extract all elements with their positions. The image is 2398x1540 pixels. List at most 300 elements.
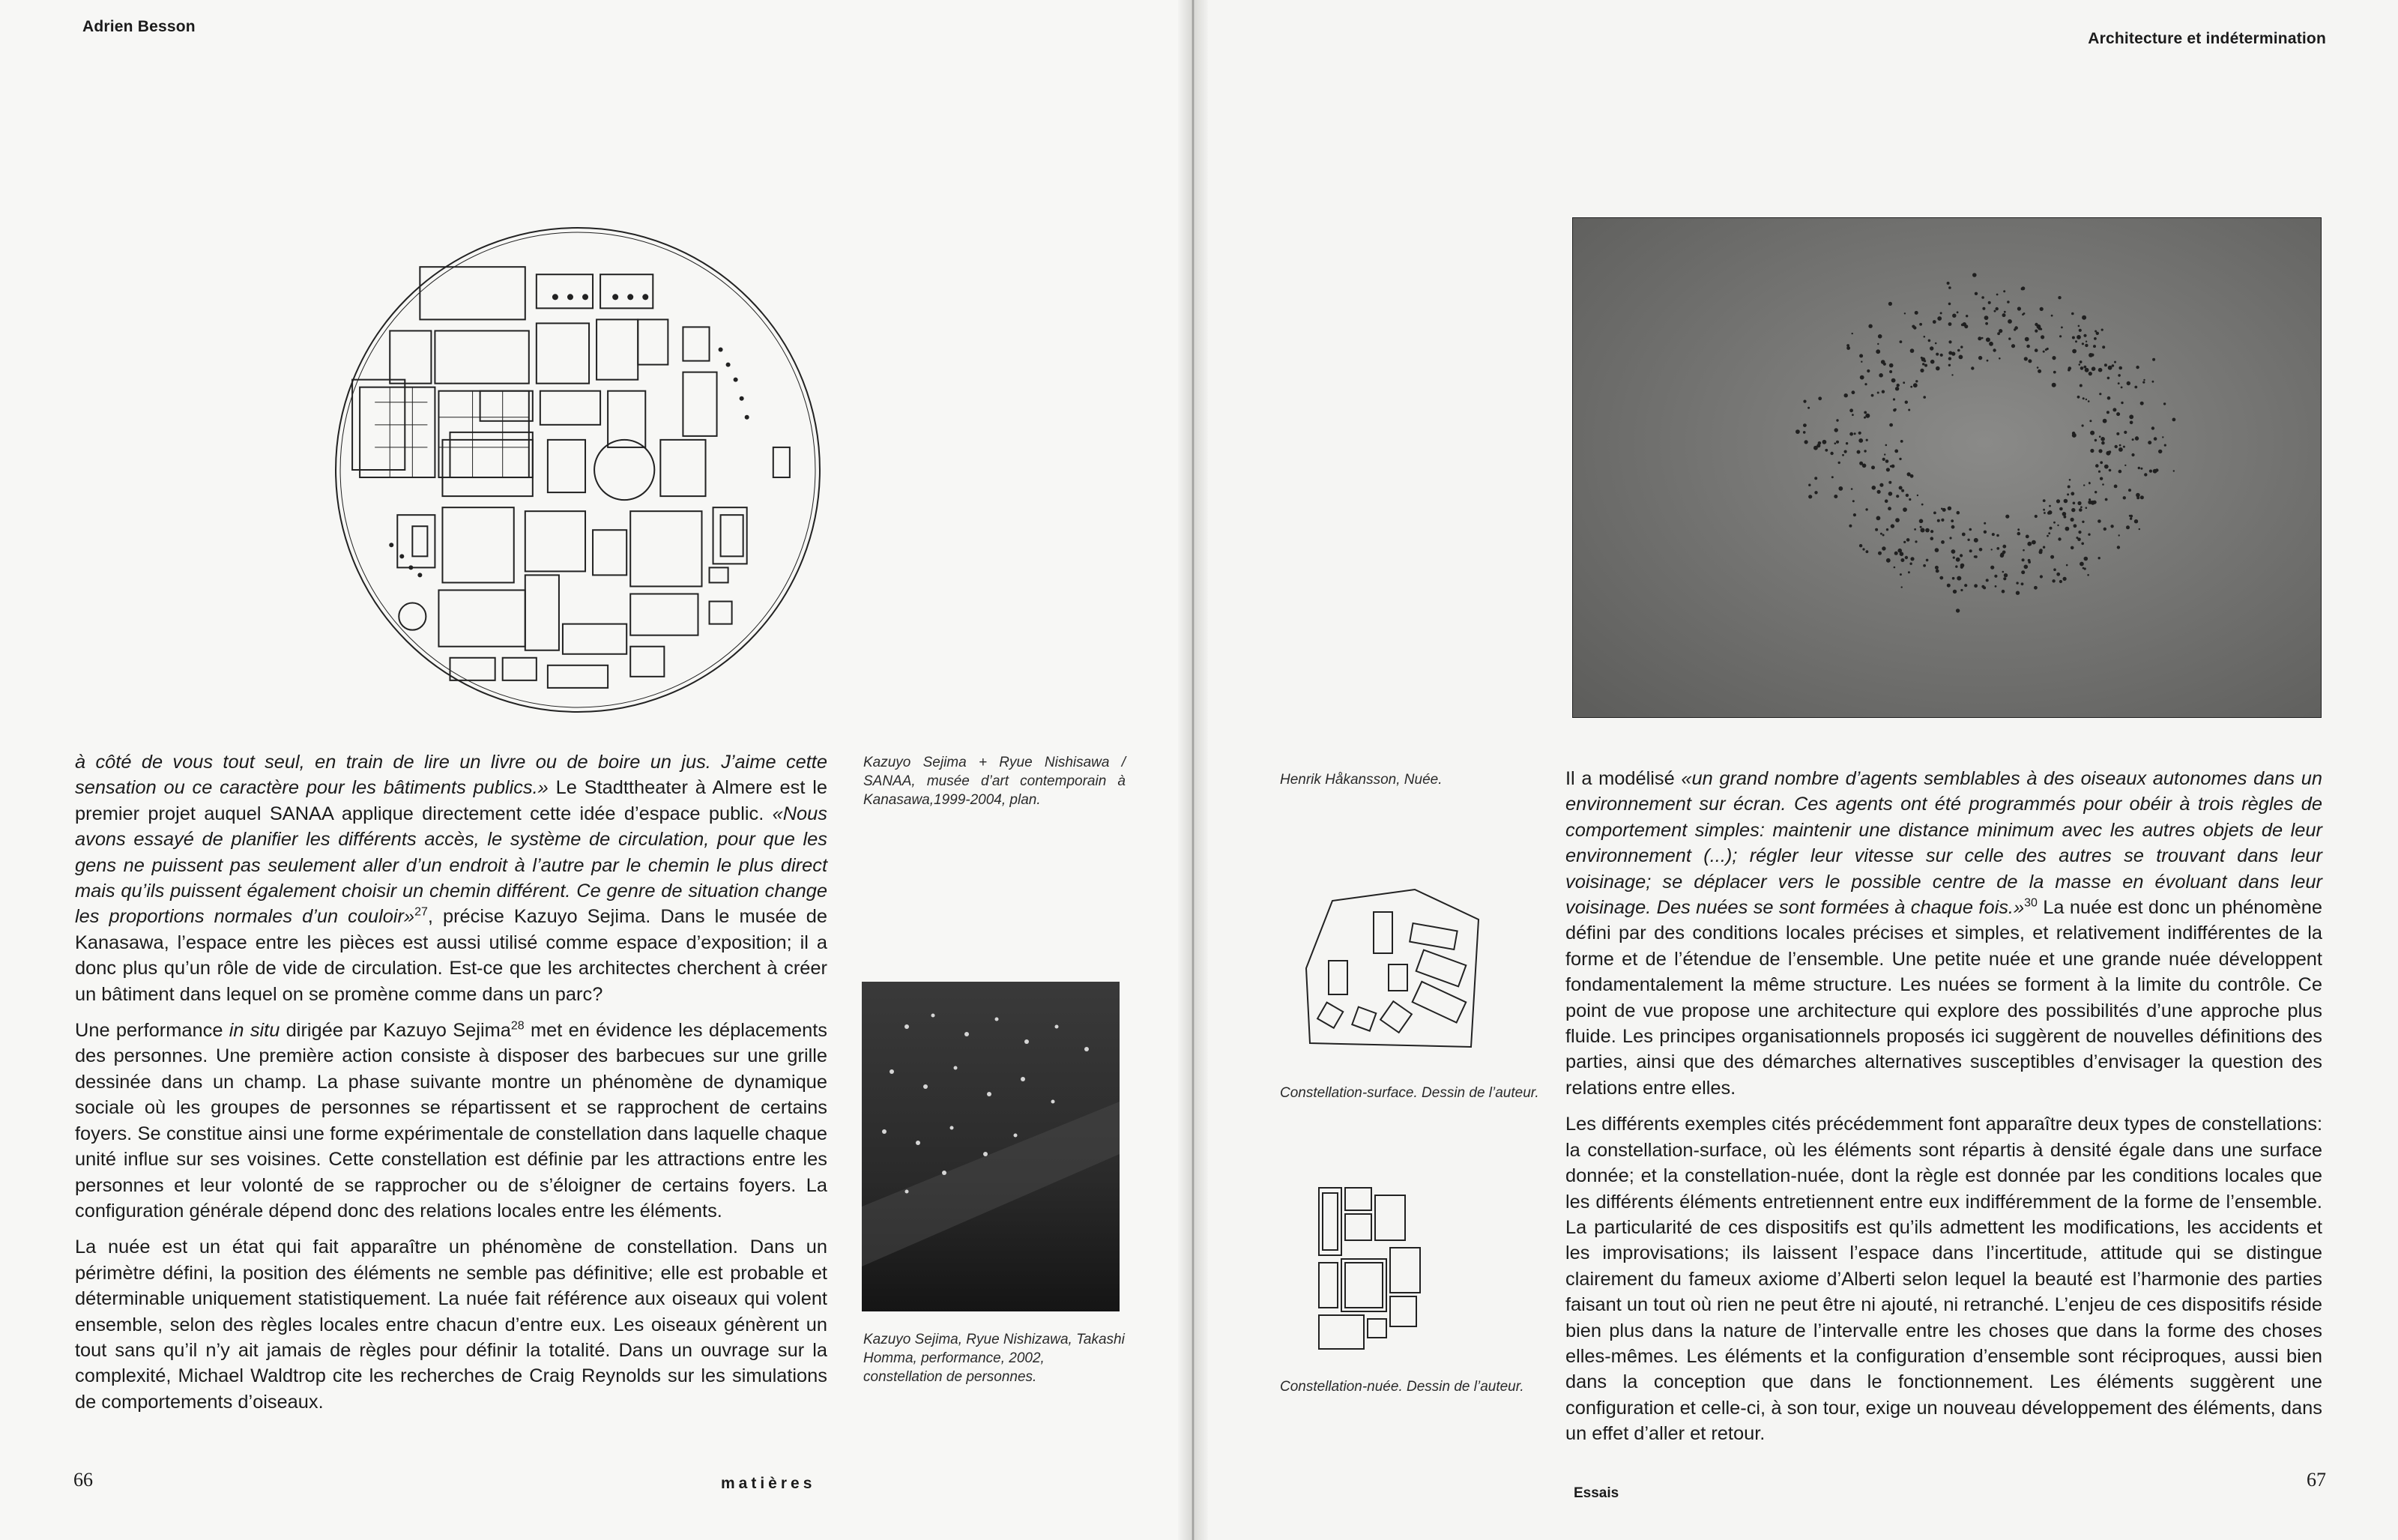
bird-dot <box>1922 363 1924 365</box>
bird-dot <box>2115 445 2118 448</box>
bird-dot <box>1910 386 1912 388</box>
bird-dot <box>2051 315 2053 317</box>
bird-dot <box>2028 559 2031 562</box>
bird-dot <box>2083 484 2085 486</box>
plan-drawing <box>330 222 826 718</box>
bird-dot <box>2109 469 2112 472</box>
bird-dot <box>1956 609 1960 612</box>
bird-dot <box>1966 315 1968 317</box>
bird-dot <box>1864 417 1866 419</box>
bird-dot <box>1900 340 1903 343</box>
bird-dot <box>2083 397 2085 399</box>
bird-dot <box>1868 324 1872 328</box>
bird-dot <box>1830 452 1833 455</box>
bird-dot <box>1990 566 1994 570</box>
bird-dot <box>2124 465 2126 466</box>
constellation-nuee-drawing <box>1311 1184 1461 1353</box>
bird-dot <box>1986 579 1989 582</box>
bird-dot <box>2095 439 2097 441</box>
bird-dot <box>1873 466 1875 468</box>
bird-dot <box>2043 351 2045 353</box>
bird-dot <box>1948 322 1952 326</box>
bird-dot <box>1907 472 1911 476</box>
bird-dot <box>2110 525 2113 528</box>
bird-dot <box>2102 345 2105 348</box>
bird-dot <box>1947 584 1951 588</box>
bird-dot <box>1854 432 1856 435</box>
bird-dot <box>1937 519 1940 522</box>
bird-dot <box>1853 513 1856 516</box>
bird-dot <box>2118 374 2121 377</box>
bird-dot <box>1936 366 1940 371</box>
bird-dot <box>2162 436 2163 438</box>
bird-dot <box>1936 353 1939 356</box>
bird-dot <box>1996 294 1999 296</box>
bird-dot <box>1838 486 1843 491</box>
bird-dot <box>1909 498 1911 501</box>
bird-dot <box>1891 524 1894 528</box>
bird-dot <box>2118 534 2120 536</box>
bird-dot <box>2127 381 2130 385</box>
bird-dot <box>1900 558 1904 562</box>
bird-dot <box>2138 467 2140 469</box>
bird-dot <box>1849 408 1853 412</box>
bird-dot <box>1867 369 1870 372</box>
bird-dot <box>2149 470 2152 473</box>
bird-dot <box>1900 573 1902 576</box>
bird-dot <box>2002 551 2006 555</box>
bird-dot <box>1949 537 1951 539</box>
right-paragraph-2: Les différents exemples cités précédemment font apparaître deux types de constellations: la constellation-surface, où les éléments sont répartis à densité égale dans une surface donnée; et la constellation-nuée, dont la règle est donnée par les conditions locales que les différents éléments entretiennent entre eux indifféremment de la forme de l’ensemble. La particularité de ces dispositifs est qu’ils admettent les modifications, les accidents et les improvisations; ils laissent l’espace dans l’incertitude, attitude qui se distingue clairement du fameux axiome d’Alberti selon lequel la beauté est l’harmonie des parties faisant un tout où rien ne peut être ni ajouté, ni retranché. L’enjeu de ces dispositifs réside bien plus dans la nature de l’intervalle entre les choses que dans la forme des choses elles-mêmes. Les éléments et la configuration d’ensemble sont réciproques, aussi bien dans la conception que dans le fonctionnement. Les éléments suggèrent une configuration et celle-ci, à son tour, exige un nouveau développement des éléments, dans un effet d’aller et retour. <box>1565 1114 2322 1445</box>
bird-dot <box>2140 402 2144 405</box>
bird-dot <box>2064 516 2067 519</box>
bird-dot <box>1900 440 1903 443</box>
bird-dot <box>1901 489 1904 492</box>
bird-dot <box>2140 468 2142 470</box>
bird-dot <box>1876 516 1881 521</box>
bird-dot <box>1895 387 1899 390</box>
bird-dot <box>2143 379 2145 381</box>
performance-description: met en évidence les déplacements des personnes. Une première action consiste à disposer des barbecues sur une grille dessinée dans un champ. La phase suivante montre un phénomène de dynamique sociale où les groupes de personnes se répartissent et se rapprochent de certains foyers. Se constitue ainsi une forme expérimentale de constellation dans laquelle chaque unité influe sur ses voisines. Cette constellation est définie par les attractions entre les personnes et leur volonté de se rapprocher ou de s’éloigner de certains foyers. La configuration générale dépend donc des relations locales entre les éléments. <box>75 1020 827 1222</box>
bird-dot <box>1964 584 1967 587</box>
performance-photo-image <box>862 982 1120 1311</box>
bird-dot <box>2003 577 2006 580</box>
bird-dot <box>2043 509 2045 511</box>
bird-dot <box>1952 577 1955 580</box>
bird-dot <box>1915 311 1918 315</box>
bird-dot <box>2107 377 2110 380</box>
bird-dot <box>1859 354 1863 357</box>
bird-dot <box>2089 353 2093 357</box>
bird-dot <box>1996 534 1999 537</box>
bird-dot <box>1877 490 1881 494</box>
bird-dot <box>2100 437 2105 441</box>
bird-dot <box>2021 582 2024 585</box>
bird-dot <box>1808 495 1812 498</box>
bird-dot <box>1957 511 1960 515</box>
bird-dot <box>1882 390 1885 393</box>
bird-dot <box>1974 538 1978 543</box>
bird-dot <box>1919 323 1922 326</box>
bird-dot <box>2098 519 2101 523</box>
page-number-right: 67 <box>2307 1469 2326 1491</box>
bird-dot <box>2048 510 2053 515</box>
bird-dot <box>1866 439 1868 441</box>
bird-dot <box>1894 450 1898 453</box>
bird-dot <box>2061 327 2063 329</box>
right-page <box>1192 0 2398 1540</box>
bird-dot <box>1962 533 1966 537</box>
bird-dot <box>2023 549 2025 552</box>
bird-dot <box>1985 322 1988 325</box>
bird-dot <box>1953 557 1955 559</box>
bird-dot <box>2016 591 2020 595</box>
bird-dot <box>2101 441 2105 445</box>
right-paragraph-1 <box>1565 766 2322 1101</box>
bird-dot <box>2117 546 2120 549</box>
bird-dot <box>1889 423 1893 427</box>
bird-dot <box>2077 396 2080 399</box>
bird-dot <box>1992 533 1995 536</box>
running-head-author: Adrien Besson <box>82 18 196 35</box>
bird-dot <box>2088 400 2090 402</box>
bird-dot <box>1988 301 1991 304</box>
bird-dot <box>2114 361 2116 363</box>
bird-dot <box>2002 571 2005 573</box>
bird-dot <box>2058 296 2061 299</box>
bird-dot <box>1891 378 1896 383</box>
bird-dot <box>1910 348 1915 353</box>
bird-dot <box>1948 286 1951 289</box>
bird-dot <box>1871 394 1874 397</box>
bird-dot <box>1947 282 1950 285</box>
bird-dot <box>1865 508 1867 510</box>
bird-dot <box>2082 342 2084 345</box>
bird-dot <box>1857 450 1861 454</box>
bird-dot <box>1924 336 1926 338</box>
bird-dot <box>2056 499 2060 503</box>
constellation-nuee-svg <box>1311 1184 1461 1353</box>
bird-dot <box>1906 494 1909 497</box>
bird-dot <box>2080 562 2084 567</box>
section-name: Essais <box>1574 1485 1619 1501</box>
bird-dot <box>1903 381 1905 384</box>
bird-dot <box>1862 548 1864 550</box>
bird-dot <box>2063 577 2067 581</box>
bird-dot <box>1807 407 1810 409</box>
bird-dot <box>2082 315 2086 320</box>
almere-sentence: Le Stadttheater à Almere est le premier projet auquel SANAA applique directement cette idée d’espace public. <box>75 777 827 824</box>
bird-dot <box>1889 370 1892 373</box>
bird-dot <box>2130 517 2132 519</box>
kanazawa-museum-plan <box>330 222 826 718</box>
bird-dot <box>2072 336 2075 339</box>
bird-dot <box>2052 356 2056 360</box>
bird-dot <box>2123 446 2125 448</box>
bird-dot <box>1967 539 1969 541</box>
bird-dot <box>1951 549 1956 554</box>
bird-dot <box>2106 411 2109 414</box>
bird-dot <box>2080 384 2083 387</box>
bird-dot <box>2027 542 2032 546</box>
bird-dot <box>1957 349 1960 352</box>
bird-dot <box>2096 332 2099 335</box>
bird-dot <box>1920 369 1924 372</box>
bird-dot <box>1969 549 1972 552</box>
bird-dot <box>1882 546 1885 550</box>
bird-dot <box>1883 363 1886 366</box>
bird-dot <box>1897 549 1902 553</box>
bird-dot <box>1865 414 1870 418</box>
bird-dot <box>2101 329 2103 331</box>
bird-dot <box>2158 450 2162 453</box>
bird-dot <box>2104 363 2107 366</box>
bird-dot <box>1923 564 1926 567</box>
bird-dot <box>2075 340 2077 342</box>
bird-dot <box>2028 359 2032 363</box>
left-paragraph-2 <box>75 1018 827 1224</box>
bird-dot <box>2090 431 2095 435</box>
bird-dot <box>2050 555 2054 559</box>
bird-dot <box>2118 366 2122 370</box>
bird-dot <box>1893 408 1896 411</box>
bird-dot <box>2114 485 2118 489</box>
kanasawa-sentence: , précise Kazuyo Sejima. Dans le musée de Kanasawa, l’espace entre les pièces est aussi utilisé comme espace d’exposition; il a donc plus qu’un rôle de vide de circulation. Est-ce que les architectes cherchent à créer un bâtiment dans lequel on se promène comme dans un parc? <box>75 906 827 1005</box>
bird-dot <box>1923 396 1926 399</box>
bird-dot <box>1864 411 1867 414</box>
bird-dot <box>2071 312 2074 315</box>
modelise-intro: Il a modélisé <box>1565 768 1682 789</box>
bird-dot <box>1991 549 1993 550</box>
footnote-27: 27 <box>414 905 428 919</box>
bird-dot <box>2035 330 2038 333</box>
bird-dot <box>2164 444 2166 447</box>
bird-dot <box>1915 380 1918 382</box>
bird-dot <box>1878 334 1882 339</box>
bird-dot <box>1859 544 1862 547</box>
bird-dot <box>1941 519 1944 522</box>
bird-dot <box>2043 499 2046 502</box>
bird-dot <box>1838 462 1840 464</box>
performance-caption: Kazuyo Sejima, Ryue Nishizawa, Takashi Homma, performance, 2002, constellation de personnes. <box>863 1332 1125 1385</box>
bird-dot <box>1983 586 1986 589</box>
bird-dot <box>2077 335 2081 339</box>
bird-dot <box>2053 522 2056 524</box>
bird-dot <box>1901 586 1903 588</box>
bird-dot <box>2072 349 2077 354</box>
bird-dot <box>1844 393 1848 397</box>
bird-dot <box>1913 383 1918 387</box>
bird-dot <box>1960 589 1963 591</box>
bird-dot <box>2135 436 2139 440</box>
bird-dot <box>2116 412 2120 416</box>
bird-dot <box>2071 508 2075 512</box>
bird-dot <box>1960 564 1965 568</box>
bird-dot <box>2056 573 2060 576</box>
bird-dot <box>1852 414 1854 416</box>
bird-dot <box>2151 426 2154 429</box>
bird-dot <box>1904 312 1906 314</box>
bird-dot <box>2153 469 2157 474</box>
nuee-caption: Henrik Håkansson, Nuée. <box>1280 772 1443 788</box>
reynolds-quote: «un grand nombre d’agents semblables à des oiseaux autonomes dans un environnement sur écran. Ces agents ont été programmés pour obéir à trois règles de comportement simples: maintenir une distance minimum avec les autres objets de leur environnement (...); régler leur vitesse sur celle des autres se trouvant dans leur voisinage; se déplacer vers le possible centre de la masse en évoluant dans leur voisinage. Des nuées se sont formées à chaque fois.» <box>1565 768 2322 919</box>
bird-dot <box>2007 301 2010 304</box>
bird-dot <box>2038 369 2041 373</box>
bird-dot <box>1877 392 1879 394</box>
bird-dot <box>1852 333 1853 334</box>
bird-dot <box>1926 559 1929 562</box>
bird-dot <box>1909 563 1912 565</box>
bird-dot <box>1969 528 1972 531</box>
bird-dot <box>1940 312 1942 314</box>
bird-dot <box>2004 573 2008 577</box>
bird-dot <box>2062 512 2067 516</box>
bird-dot <box>2088 501 2092 504</box>
bird-dot <box>2118 470 2122 474</box>
bird-dot <box>1972 273 1977 277</box>
left-paragraph-3: La nuée est un état qui fait apparaître un phénomène de constellation. Dans un périmètre défini, la position des éléments ne semble pas définitive; elle est probable et déterminable uniquement statistiquement. La nuée fait référence aux oiseaux qui volent ensemble, selon des règles locales entre chacun d’entre eux. Les oiseaux génèrent un tout sans qu’il n’y ait jamais de règles pour définir la totalité. Dans un ouvrage sur la complexité, Michael Waldtrop cite les recherches de Craig Reynolds sur les simulations de comportements d’oiseaux. <box>75 1236 827 1413</box>
bird-dot <box>2002 545 2006 549</box>
bird-dot <box>2078 325 2080 327</box>
bird-dot <box>2100 477 2103 480</box>
bird-dot <box>2095 464 2099 468</box>
bird-dot <box>2128 489 2131 492</box>
bird-dot <box>1862 464 1867 468</box>
bird-dot <box>2089 482 2090 483</box>
constellation-surface-svg <box>1302 886 1482 1051</box>
bird-dot <box>2017 532 2021 536</box>
bird-dot <box>1960 345 1963 348</box>
bird-dot <box>1948 303 1951 306</box>
bird-dot <box>2024 565 2029 570</box>
bird-dot <box>1836 441 1839 444</box>
bird-dot <box>2021 286 2025 290</box>
bird-dot <box>2103 419 2107 423</box>
bird-dot <box>2014 328 2016 330</box>
bird-dot <box>1948 364 1951 366</box>
bird-dot <box>2053 371 2056 374</box>
bird-dot <box>2039 549 2043 552</box>
bird-dot <box>2034 586 2038 590</box>
bird-dot <box>2152 358 2155 361</box>
bird-dot <box>2083 334 2086 337</box>
bird-dot <box>2011 344 2015 348</box>
bird-dot <box>1849 525 1852 528</box>
bird-dot <box>2071 546 2074 550</box>
bird-dot <box>2059 335 2062 337</box>
bird-dot <box>1984 315 1989 320</box>
bird-dot <box>1818 441 1822 445</box>
bird-dot <box>2072 433 2077 438</box>
bird-dot <box>1914 528 1916 531</box>
bird-dot <box>1895 518 1900 522</box>
right-body-text <box>1565 766 2322 1458</box>
bird-dot <box>1935 548 1939 552</box>
bird-dot <box>2022 313 2024 315</box>
bird-dot <box>2040 575 2043 578</box>
bird-dot <box>1842 454 1844 456</box>
bird-dot <box>1831 476 1834 478</box>
journal-name: matières <box>721 1475 816 1492</box>
bird-dot <box>1921 504 1924 506</box>
bird-dot <box>1894 552 1898 555</box>
bird-dot <box>1896 495 1899 498</box>
bird-dot <box>1888 481 1891 484</box>
bird-dot <box>1803 423 1807 427</box>
bird-dot <box>1803 431 1806 434</box>
bird-dot <box>2052 579 2055 582</box>
bird-dot <box>2119 444 2121 447</box>
bird-dot <box>2053 568 2056 571</box>
bird-dot <box>1897 384 1900 387</box>
bird-dot <box>1999 357 2001 360</box>
bird-dot <box>2093 345 2096 348</box>
bird-dot <box>2129 414 2133 419</box>
bird-dot <box>1818 396 1822 400</box>
bird-dot <box>2098 449 2102 453</box>
bird-dot <box>2080 506 2083 508</box>
bird-dot <box>1858 438 1863 443</box>
nuee-photo-image <box>1572 217 2322 718</box>
bird-dot <box>1960 554 1963 557</box>
bird-dot <box>2148 441 2151 444</box>
bird-dot <box>2086 399 2087 400</box>
bird-dot <box>2035 323 2038 326</box>
bird-dot <box>1942 508 1946 512</box>
bird-dot <box>2008 319 2012 324</box>
bird-dot <box>2071 492 2074 495</box>
bird-dot <box>1940 354 1943 357</box>
bird-dot <box>2094 337 2097 340</box>
bird-dot <box>2099 393 2101 395</box>
bird-dot <box>2134 386 2137 389</box>
bird-dot <box>2065 527 2070 531</box>
surface-caption: Constellation-surface. Dessin de l’auteur. <box>1280 1085 1539 1101</box>
bird-dot <box>1866 550 1869 553</box>
bird-dot <box>1891 465 1895 468</box>
bird-dot <box>1851 488 1853 490</box>
bird-dot <box>2085 368 2089 372</box>
bird-dot <box>1933 320 1936 324</box>
bird-dot <box>2126 525 2130 529</box>
bird-dot <box>1885 459 1889 463</box>
bird-dot <box>1928 339 1931 342</box>
bird-dot <box>1924 360 1926 362</box>
bird-dot <box>1808 484 1810 486</box>
bird-dot <box>1935 566 1939 570</box>
bird-dot <box>2002 313 2006 317</box>
bird-dot <box>2087 574 2089 576</box>
bird-dot <box>2123 496 2126 499</box>
bird-dot <box>2129 515 2131 517</box>
bird-dot <box>1986 337 1990 342</box>
bird-dot <box>1919 519 1924 524</box>
bird-dot <box>1889 363 1894 368</box>
bird-dot <box>1957 311 1959 313</box>
bird-dot <box>2118 447 2123 452</box>
bird-dot <box>1984 531 1987 534</box>
bird-dot <box>1888 507 1891 510</box>
bird-dot <box>2058 537 2061 540</box>
bird-dot <box>2057 525 2059 526</box>
bird-dot <box>1996 547 1999 550</box>
bird-dot <box>2108 366 2112 370</box>
bird-dot <box>2048 532 2050 534</box>
bird-dot <box>1905 556 1908 559</box>
bird-dot <box>1937 316 1942 321</box>
bird-dot <box>2041 335 2044 339</box>
bird-dot <box>1886 528 1888 531</box>
